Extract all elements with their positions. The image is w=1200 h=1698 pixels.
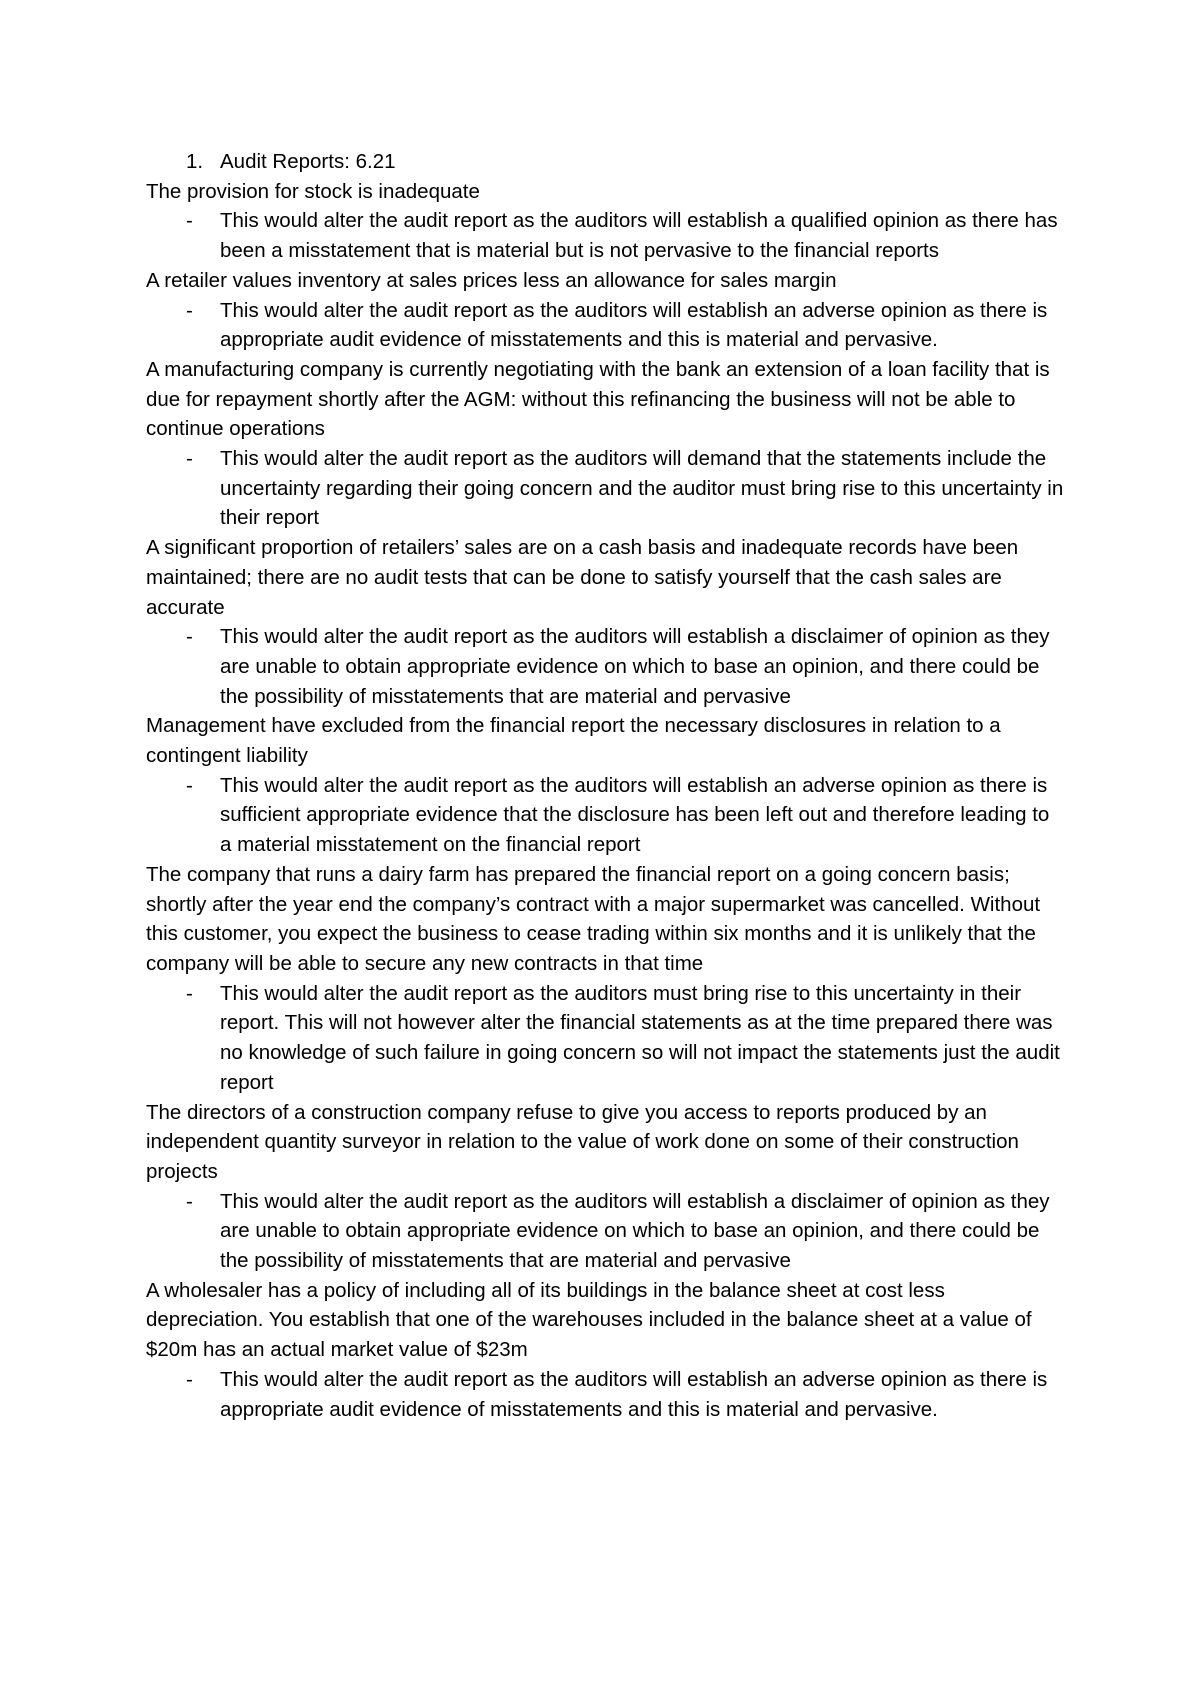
bullet-dash: - [186, 209, 193, 233]
scenario-text: A significant proportion of retailers’ sales are on a cash basis and inadequate records have been maintained; there are no audit tests that can be done to satisfy yourself that the cash sales are accurate [146, 536, 1019, 619]
response-item [146, 622, 1066, 711]
section-heading [146, 147, 1066, 177]
bullet-dash: - [186, 1367, 193, 1391]
bullet-dash: - [186, 1189, 193, 1213]
response-text: This would alter the audit report as the auditors will establish a disclaimer of opinion as they are unable to obtain appropriate evidence on which to base an opinion, and there could be the possibility of misstatements that are material and pervasive [220, 1189, 1050, 1273]
response-item [146, 979, 1066, 1098]
response-text: This would alter the audit report as the auditors will establish a qualified opinion as there has been a misstatement that is material but is not pervasive to the financial reports [220, 209, 1058, 263]
scenario-text: The company that runs a dairy farm has prepared the financial report on a going concern basis; shortly after the year end the company’s contract with a major supermarket was cancelled. Without this customer, you expect the business to cease trading within six months and it is unlikely that the company will be able to secure any new contracts in that time [146, 862, 1041, 975]
bullet-dash: - [186, 981, 193, 1005]
response-text: This would alter the audit report as the auditors will establish an adverse opinion as there is sufficient appropriate evidence that the disclosure has been left out and therefore leading to a material misstatement on the financial report [220, 773, 1050, 857]
scenario-text: Management have excluded from the financial report the necessary disclosures in relation to a contingent liability [146, 714, 1001, 768]
response-item [146, 771, 1066, 860]
response-item [146, 444, 1066, 533]
bullet-dash: - [186, 625, 193, 649]
bullet-dash: - [186, 447, 193, 471]
bullet-dash: - [186, 773, 193, 797]
heading-title: Audit Reports: 6.21 [220, 150, 396, 173]
response-item [146, 1187, 1066, 1276]
heading-number: 1. [186, 150, 204, 173]
response-item [146, 296, 1066, 355]
response-text: This would alter the audit report as the auditors will establish an adverse opinion as there is appropriate audit evidence of misstatements and this is material and pervasive. [220, 298, 1048, 352]
response-text: This would alter the audit report as the auditors will establish an adverse opinion as there is appropriate audit evidence of misstatements and this is material and pervasive. [220, 1367, 1048, 1421]
scenario-text: A wholesaler has a policy of including all of its buildings in the balance sheet at cost less depreciation. You establish that one of the warehouses included in the balance sheet at a value of $20m has an actual market value of $23m [146, 1278, 1032, 1362]
response-item [146, 206, 1066, 265]
scenario-text: The directors of a construction company refuse to give you access to reports produced by an independent quantity surveyor in relation to the value of work done on some of their construction projects [146, 1100, 1019, 1183]
response-text: This would alter the audit report as the auditors will establish a disclaimer of opinion as they are unable to obtain appropriate evidence on which to base an opinion, and there could be the possibility of misstatements that are material and pervasive [220, 625, 1050, 708]
response-item [146, 1365, 1066, 1424]
scenario-text: The provision for stock is inadequate [146, 179, 480, 203]
bullet-dash: - [186, 298, 193, 322]
response-text: This would alter the audit report as the auditors will demand that the statements include the uncertainty regarding their going concern and the auditor must bring rise to this uncertainty in their report [220, 447, 1064, 530]
response-text: This would alter the audit report as the auditors must bring rise to this uncertainty in their report. This will not however alter the financial statements as at the time prepared there was no knowledge of such failure in going concern so will not impact the statements just the audit report [220, 981, 1060, 1094]
document-body [146, 147, 1066, 1424]
scenario-text: A manufacturing company is currently negotiating with the bank an extension of a loan facility that is due for repayment shortly after the AGM: without this refinancing the business will not be able to continue operations [146, 357, 1050, 441]
scenario-text: A retailer values inventory at sales prices less an allowance for sales margin [146, 268, 837, 292]
